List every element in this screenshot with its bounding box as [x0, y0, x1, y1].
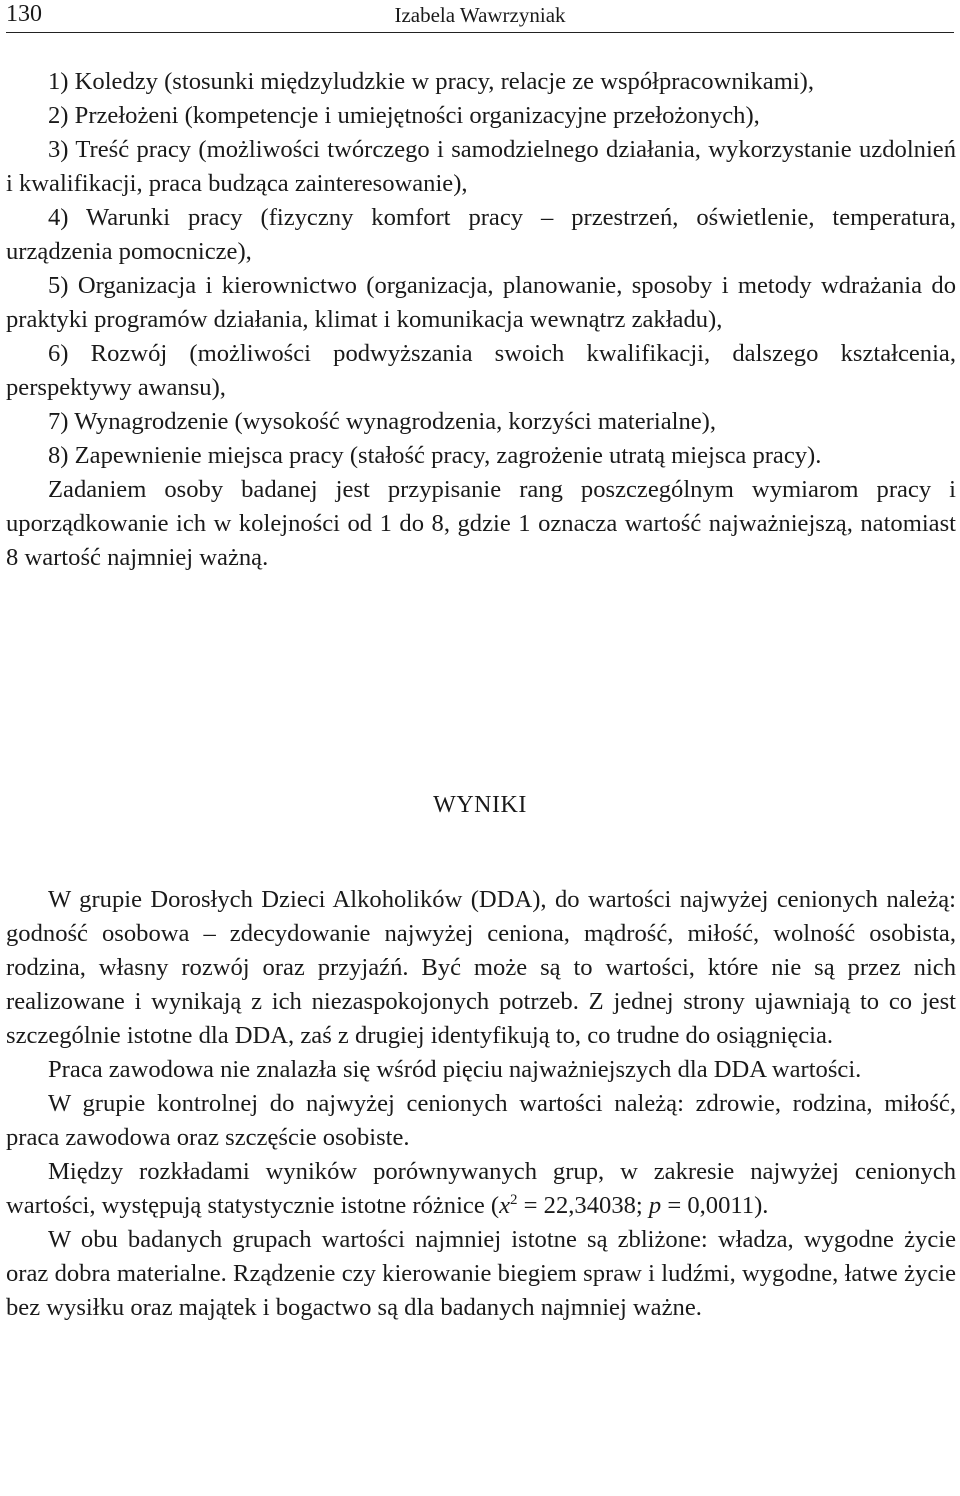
- results-paragraph-statistics: [6, 1155, 956, 1223]
- results-paragraph: W obu badanych grupach wartości najmniej istotne są zbliżone: władza, wygodne życie oraz dobra materialne. Rządzenie czy kierowanie biegiem spraw i ludźmi, wygodne, łatwe życie bez wysiłku oraz majątek i bogactwo są dla badanych najmniej ważne.: [6, 1226, 956, 1321]
- list-item: 8) Zapewnienie miejsca pracy (stałość pracy, zagrożenie utratą miejsca pracy).: [48, 442, 822, 469]
- results-paragraph: W grupie Dorosłych Dzieci Alkoholików (DDA), do wartości najwyżej cenionych należą: godność osobowa – zdecydowanie najwyżej ceniona, mądrość, miłość, wolność osobista, rodzina, własny rozwój oraz przyjaźń. Być może są to wartości, które nie są przez nich realizowane i wynikają z ich niezaspokojonych potrzeb. Z jednej strony ujawniają to co jest szczególnie istotne dla DDA, zaś z drugiej identyfikują to, co trudne do osiągnięcia.: [6, 886, 956, 1049]
- list-item: 3) Treść pracy (możliwości twórczego i samodzielnego działania, wykorzystanie uzdolnień i kwalifikacji, praca budząca zainteresowanie),: [6, 136, 956, 197]
- page-header: [6, 0, 954, 33]
- list-item: 6) Rozwój (możliwości podwyższania swoich kwalifikacji, dalszego kształcenia, perspektywy awansu),: [6, 340, 956, 401]
- list-item: 5) Organizacja i kierownictwo (organizacja, planowanie, sposoby i metody wdrażania do praktyki programów działania, klimat i komunikacja wewnątrz zakładu),: [6, 272, 956, 333]
- section-title: WYNIKI: [433, 792, 527, 818]
- dimensions-list: [6, 65, 956, 575]
- chi-symbol: x: [499, 1192, 511, 1219]
- running-head: Izabela Wawrzyniak: [394, 3, 566, 27]
- results-paragraph: Praca zawodowa nie znalazła się wśród pięciu najważniejszych dla DDA wartości.: [48, 1056, 862, 1083]
- list-item: 4) Warunki pracy (fizyczny komfort pracy – przestrzeń, oświetlenie, temperatura, urządzenia pomocnicze),: [6, 204, 956, 265]
- list-item: 2) Przełożeni (kompetencje i umiejętności organizacyjne przełożonych),: [48, 102, 760, 129]
- task-paragraph: Zadaniem osoby badanej jest przypisanie rang poszczególnym wymiarom pracy i uporządkowanie ich w kolejności od 1 do 8, gdzie 1 oznacza wartość najważniejszą, natomiast 8 wartość najmniej ważną.: [6, 476, 956, 571]
- p-symbol: p: [648, 1192, 662, 1219]
- list-item: 1) Koledzy (stosunki międzyludzkie w pracy, relacje ze współpracownikami),: [48, 68, 815, 95]
- results-paragraph: W grupie kontrolnej do najwyżej cenionych wartości należą: zdrowie, rodzina, miłość, praca zawodowa oraz szczęście osobiste.: [6, 1090, 956, 1151]
- page-number: 130: [6, 1, 42, 27]
- stat-text-before: Między rozkładami wyników porównywanych grup, w zakresie najwyżej cenionych wartości, występują statystycznie istotne różnice (: [6, 1158, 956, 1219]
- results-section: [6, 883, 956, 1325]
- chi-exponent: 2: [510, 1191, 518, 1208]
- list-item: 7) Wynagrodzenie (wysokość wynagrodzenia, korzyści materialne),: [48, 408, 716, 435]
- chi-value: = 22,34038;: [517, 1192, 649, 1219]
- p-value: = 0,0011).: [661, 1192, 769, 1219]
